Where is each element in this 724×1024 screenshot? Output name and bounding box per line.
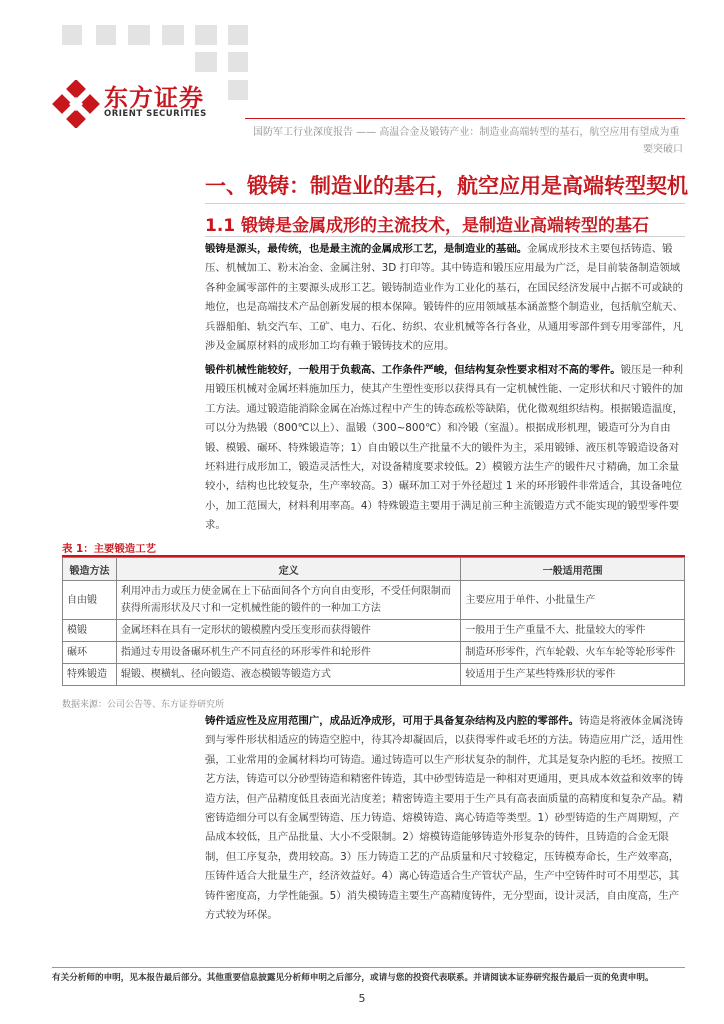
section-title-rule bbox=[205, 203, 685, 204]
deco-block bbox=[228, 52, 248, 72]
section-subtitle-rule bbox=[205, 236, 685, 237]
section-subtitle: 1.1 锻铸是金属成形的主流技术，是制造业高端转型的基石 bbox=[205, 216, 650, 236]
table-cell-scope: 制造环形零件，汽车轮毂、火车车轮等轮形零件 bbox=[461, 642, 685, 664]
report-header-line2: 要突破口 bbox=[643, 144, 683, 155]
table-cell-scope: 一般用于生产重量不大、批量较大的零件 bbox=[461, 620, 685, 642]
deco-block bbox=[96, 25, 116, 45]
table-header-definition: 定义 bbox=[116, 558, 460, 581]
paragraph-1-body: 金属成形技术主要包括铸造、锻压、机械加工、粉末冶金、金属注射、3D 打印等。其中铸造和锻压应用最为广泛，是目前装备制造领域各种金属零部件的主要源头成形工艺。锻铸制造业作为工业化的基石，在国民经济发展中占据不可或缺的地位，也是高端技术产品创新发展的根本保障。锻铸件的应用领域基本涵盖整个制造业，包括航空航天、兵器船舶、轨交汽车、工矿、电力、石化、纺织、农业机械等各行各业，从通用零部件到专用零部件，凡涉及金属原材料的成形加工均有赖于锻铸技术的应用。 bbox=[205, 243, 683, 353]
table-source: 数据来源：公司公告等、东方证券研究所 bbox=[62, 700, 225, 710]
table-row bbox=[63, 620, 685, 642]
orient-logo-icon bbox=[52, 80, 100, 128]
deco-block bbox=[228, 25, 248, 45]
table-cell-method: 自由锻 bbox=[63, 581, 117, 620]
paragraph-3-body: 铸造是将液体金属浇铸到与零件形状相适应的铸造空腔中，待其冷却凝固后，以获得零件或毛坯的方法。铸造应用广泛，适用性强，工业常用的金属材料均可铸造。通过铸造可以生产形状复杂的制件，尤其是复杂内腔的毛坯。按照工艺方法，铸造可以分砂型铸造和精密件铸造，其中砂型铸造是一种相对更通用，更具成本效益和效率的铸造方法，但产品精度低且表面光洁度差；精密铸造主要用于生产具有高表面质量的高精度和复杂产品。精密铸造细分可以有金属型铸造、压力铸造、熔模铸造、离心铸造等类型。1）砂型铸造的生产周期短，产品成本较低，且产品批量、大小不受限制。2）熔模铸造能够铸造外形复杂的铸件，且铸造的合金无限制，但工序复杂，费用较高。3）压力铸造工艺的产品质量和尺寸较稳定，压铸模寿命长，生产效率高，压铸件适合大批量生产，经济效益好。4）离心铸造适合生产管状产品，生产中空铸件时可不用型芯，其铸件密度高，力学性能强。5）消失模铸造主要生产高精度铸件，无分型面，设计灵活，自由度高，生产方式较为环保。 bbox=[205, 715, 683, 922]
paragraph-1-lead: 锻铸是源头，最传统，也是最主流的金属成形工艺，是制造业的基础。 bbox=[205, 243, 528, 255]
table-cell-definition: 辊锻、楔横轧、径向锻造、液态模锻等锻造方式 bbox=[116, 664, 460, 686]
logo-cn: 东方证券 bbox=[104, 84, 204, 112]
table-header-method: 锻造方法 bbox=[63, 558, 117, 581]
paragraph-2 bbox=[205, 361, 685, 536]
deco-block bbox=[62, 25, 82, 45]
table-header-row bbox=[63, 558, 685, 581]
deco-block bbox=[162, 25, 184, 45]
table-cell-scope: 较适用于生产某些特殊形状的零件 bbox=[461, 664, 685, 686]
table-title: 表 1：主要锻造工艺 bbox=[62, 543, 156, 555]
logo-en: ORIENT SECURITIES bbox=[104, 109, 207, 119]
report-header bbox=[253, 124, 683, 158]
table-cell-definition: 金属坯料在具有一定形状的锻模膛内受压变形而获得锻件 bbox=[116, 620, 460, 642]
footer-disclaimer: 有关分析师的申明，见本报告最后部分。其他重要信息披露见分析师申明之后部分，或请与您的投资代表联系。并请阅读本证券研究报告最后一页的免责申明。 bbox=[52, 973, 654, 983]
table-header-scope: 一般适用范围 bbox=[461, 558, 685, 581]
deco-block bbox=[195, 25, 217, 45]
deco-block bbox=[128, 25, 150, 45]
table-row bbox=[63, 581, 685, 620]
paragraph-2-lead: 锻件机械性能较好，一般用于负载高、工作条件严峻，但结构复杂性要求相对不高的零件。 bbox=[205, 364, 621, 376]
header-rule bbox=[245, 118, 685, 119]
footer-rule bbox=[52, 967, 685, 968]
table-cell-definition: 指通过专用设备碾环机生产不同直径的环形零件和轮形件 bbox=[116, 642, 460, 664]
paragraph-3-lead: 铸件适应性及应用范围广，成品近净成形，可用于具备复杂结构及内腔的零部件。 bbox=[205, 715, 580, 727]
table-cell-method: 特殊锻造 bbox=[63, 664, 117, 686]
section-title: 一、锻铸：制造业的基石，航空应用是高端转型契机 bbox=[205, 174, 688, 198]
deco-block bbox=[228, 80, 248, 100]
forging-methods-table bbox=[62, 557, 685, 686]
table-cell-method: 模锻 bbox=[63, 620, 117, 642]
paragraph-2-body: 锻压是一种利用锻压机械对金属坯料施加压力，使其产生塑性变形以获得具有一定机械性能、一定形状和尺寸锻件的加工方法。通过锻造能消除金属在冶炼过程中产生的铸态疏松等缺陷，优化微观组织结构。根据锻造温度，可以分为热锻（800℃以上）、温锻（300~800℃）和冷锻（室温）。根据成形机理，锻造可分为自由锻、模锻、碾环、特殊锻造等；1）自由锻以生产批量不大的锻件为主，采用锻锤、液压机等锻造设备对坯料进行成形加工，锻造灵活性大，对设备精度要求较低。2）模锻方法生产的锻件尺寸精确，加工余量较小，结构也比较复杂，生产率较高。3）碾环加工对于外径超过 1 米的环形锻件非常适合，其设备吨位小，加工范围大，材料利用率高。4）特殊锻造主要用于满足前三种主流锻造方式不能实现的锻型零件要求。 bbox=[205, 364, 683, 532]
table-row bbox=[63, 642, 685, 664]
deco-block bbox=[195, 52, 217, 72]
table-cell-definition: 利用冲击力或压力使金属在上下砧面间各个方向自由变形，不受任何限制而获得所需形状及尺寸和一定机械性能的锻件的一种加工方法 bbox=[116, 581, 460, 620]
page-number: 5 bbox=[358, 992, 366, 1005]
paragraph-3 bbox=[205, 712, 685, 925]
table-cell-method: 碾环 bbox=[63, 642, 117, 664]
report-header-line1: 国防军工行业深度报告 —— 高温合金及锻铸产业：制造业高端转型的基石，航空应用有望成为重 bbox=[253, 127, 680, 138]
table-cell-scope: 主要应用于单件、小批量生产 bbox=[461, 581, 685, 620]
table-row bbox=[63, 664, 685, 686]
paragraph-1 bbox=[205, 240, 685, 356]
company-logo bbox=[52, 78, 212, 128]
